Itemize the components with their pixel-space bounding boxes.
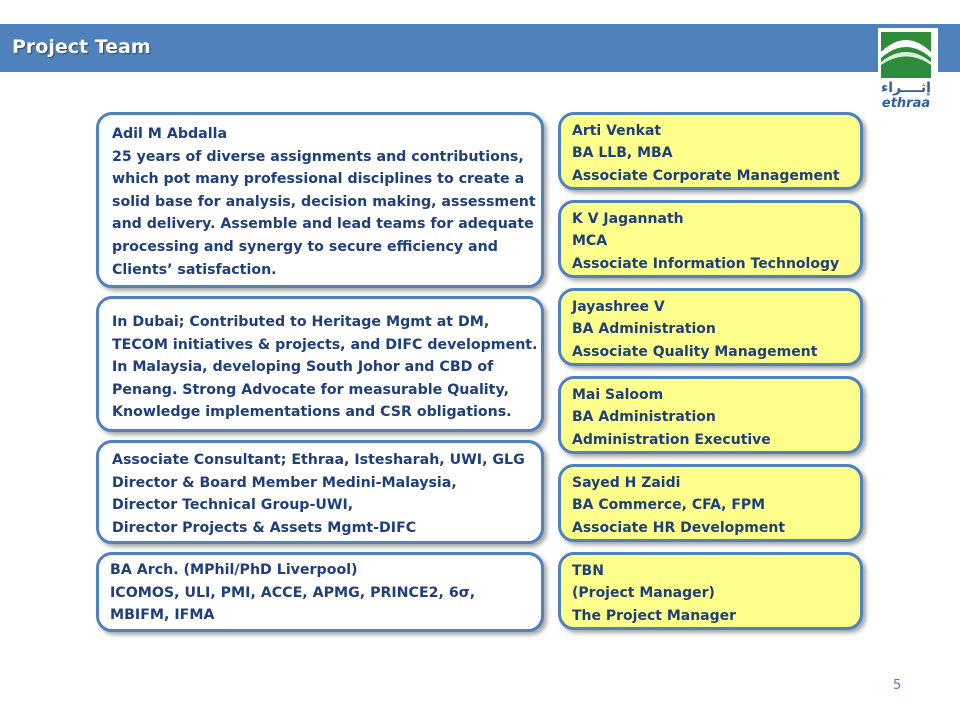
slide-title: Project Team	[12, 36, 151, 58]
member-name: Arti Venkat	[572, 123, 662, 139]
credentials-text-line: ICOMOS, ULI, PMI, ACCE, APMG, PRINCE2, 6σ,	[110, 584, 476, 601]
member-name: Sayed H Zaidi	[572, 475, 681, 491]
profile-text-line: and delivery. Assemble and lead teams for adequate	[112, 216, 534, 233]
credentials-text-line: MBIFM, IFMA	[110, 607, 215, 624]
logo-latin-text: ethraa	[881, 96, 931, 111]
team-member-card	[558, 376, 863, 454]
credentials-box	[96, 552, 544, 632]
experience-text-line: In Dubai; Contributed to Heritage Mgmt at DM,	[112, 314, 490, 330]
profile-text-line: processing and synergy to secure efficiency and	[112, 238, 498, 255]
position-text-line: Director & Board Member Medini-Malaysia,	[112, 474, 457, 491]
member-name: TBN	[572, 563, 604, 579]
profile-summary-box	[96, 112, 544, 288]
experience-text-line: Penang. Strong Advocate for measurable Quality,	[112, 381, 509, 398]
experience-box	[96, 296, 544, 432]
page-number: 5	[893, 678, 902, 693]
position-text-line: Director Technical Group-UWI,	[112, 497, 354, 514]
profile-name: Adil M Abdalla	[112, 126, 228, 142]
member-name: Mai Saloom	[572, 387, 664, 403]
team-member-card	[558, 112, 863, 190]
title-bar	[0, 24, 960, 72]
profile-text-line: Clients’ satisfaction.	[112, 261, 277, 278]
team-member-card	[558, 200, 863, 278]
member-qualification: (Project Manager)	[572, 585, 715, 602]
profile-text-line: solid base for analysis, decision making, assessment	[112, 193, 536, 210]
experience-text-line: In Malaysia, developing South Johor and CBD of	[112, 359, 494, 376]
member-role: Associate HR Development	[572, 519, 786, 536]
position-text-line: Associate Consultant; Ethraa, Istesharah, UWI, GLG	[112, 452, 525, 468]
positions-box	[96, 440, 544, 544]
member-name: K V Jagannath	[572, 211, 684, 227]
profile-text-line: which pot many professional disciplines to create a	[112, 171, 525, 188]
member-role: Administration Executive	[572, 431, 771, 448]
team-member-card	[558, 464, 863, 542]
member-qualification: MCA	[572, 233, 608, 250]
member-role: Associate Corporate Management	[572, 167, 840, 184]
ethraa-logo	[878, 28, 938, 118]
experience-text-line: Knowledge implementations and CSR obligations.	[112, 404, 512, 421]
member-role: Associate Quality Management	[572, 343, 818, 360]
position-text-line: Director Projects & Assets Mgmt-DIFC	[112, 519, 417, 536]
member-role: The Project Manager	[572, 607, 737, 624]
logo-arabic-text: إثــــراء	[881, 80, 931, 96]
member-qualification: BA Administration	[572, 409, 716, 426]
member-role: Associate Information Technology	[572, 255, 840, 272]
profile-text-line: 25 years of diverse assignments and contributions,	[112, 148, 524, 165]
member-qualification: BA Administration	[572, 321, 716, 338]
member-name: Jayashree V	[572, 299, 665, 315]
credentials-text-line: BA Arch. (MPhil/PhD Liverpool)	[110, 562, 358, 578]
member-qualification: BA Commerce, CFA, FPM	[572, 497, 766, 514]
experience-text-line: TECOM initiatives & projects, and DIFC development.	[112, 336, 538, 353]
tree-logo-icon	[878, 28, 934, 80]
team-member-card	[558, 288, 863, 366]
member-qualification: BA LLB, MBA	[572, 145, 673, 162]
team-member-card	[558, 552, 863, 630]
